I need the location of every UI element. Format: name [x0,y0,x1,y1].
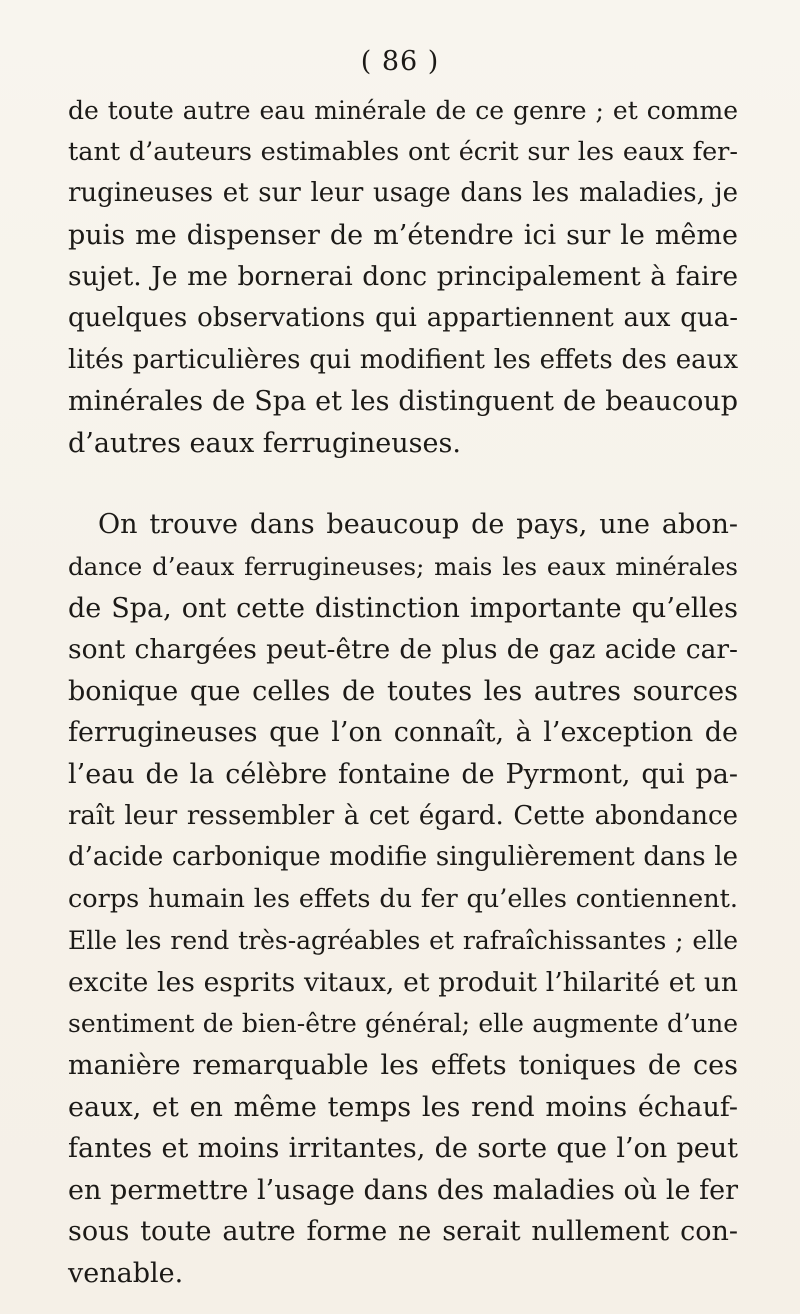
text-line: corps humain les effets du fer qu’elles contiennent. [68,883,738,914]
page-number: ( 86 ) [360,46,440,77]
paragraph-2 [68,504,738,1294]
text-line: On trouve dans beaucoup de pays, une abon- [98,509,738,541]
text-line: quelques observations qui appartiennent aux qua- [68,302,738,333]
text-line: en permettre l’usage dans des maladies où le fer [68,1174,738,1206]
paragraph-spacer [68,464,738,504]
text-line: sentiment de bien-être général; elle augmente d’une [68,1009,738,1039]
text-line: lités particulières qui modifient les effets des eaux [68,344,738,375]
text-line: bonique que celles de toutes les autres sources [68,675,738,707]
text-line: d’autres eaux ferrugineuses. [68,427,461,459]
text-line: sous toute autre forme ne serait nullement con- [68,1216,738,1248]
text-line: sujet. Je me bornerai donc principalement à faire [68,261,738,293]
text-line: sont chargées peut-être de plus de gaz acide car- [68,634,738,666]
paragraph-1 [68,90,738,464]
text-line: de toute autre eau minérale de ce genre ; et comme [68,96,738,125]
text-line: ferrugineuses que l’on connaît, à l’exception de [68,717,738,749]
text-line: fantes et moins irritantes, de sorte que l’on peut [68,1133,738,1165]
text-line: Elle les rend très-agréables et rafraîchissantes ; elle [68,926,738,956]
text-line: dance d’eaux ferrugineuses; mais les eaux minérales [68,551,738,581]
text-line: rugineuses et sur leur usage dans les maladies, je [68,178,738,209]
body-text [68,90,738,1295]
text-line: raît leur ressembler à cet égard. Cette abondance [68,800,738,831]
text-line: tant d’auteurs estimables ont écrit sur les eaux fer- [68,136,738,167]
text-line: venable. [68,1258,184,1290]
text-line: d’acide carbonique modifie singulièrement dans le [68,842,738,873]
text-line: puis me dispenser de m’étendre ici sur le même [68,219,738,251]
text-line: de Spa, ont cette distinction importante qu’elles [68,592,738,624]
text-line: minérales de Spa et les distinguent de beaucoup [68,386,738,418]
text-line: excite les esprits vitaux, et produit l’hilarité et un [68,966,738,998]
text-line: l’eau de la célèbre fontaine de Pyrmont, qui pa- [68,758,738,790]
text-line: manière remarquable les effets toniques de ces [68,1050,738,1082]
text-line: eaux, et en même temps les rend moins échauf- [68,1091,738,1123]
